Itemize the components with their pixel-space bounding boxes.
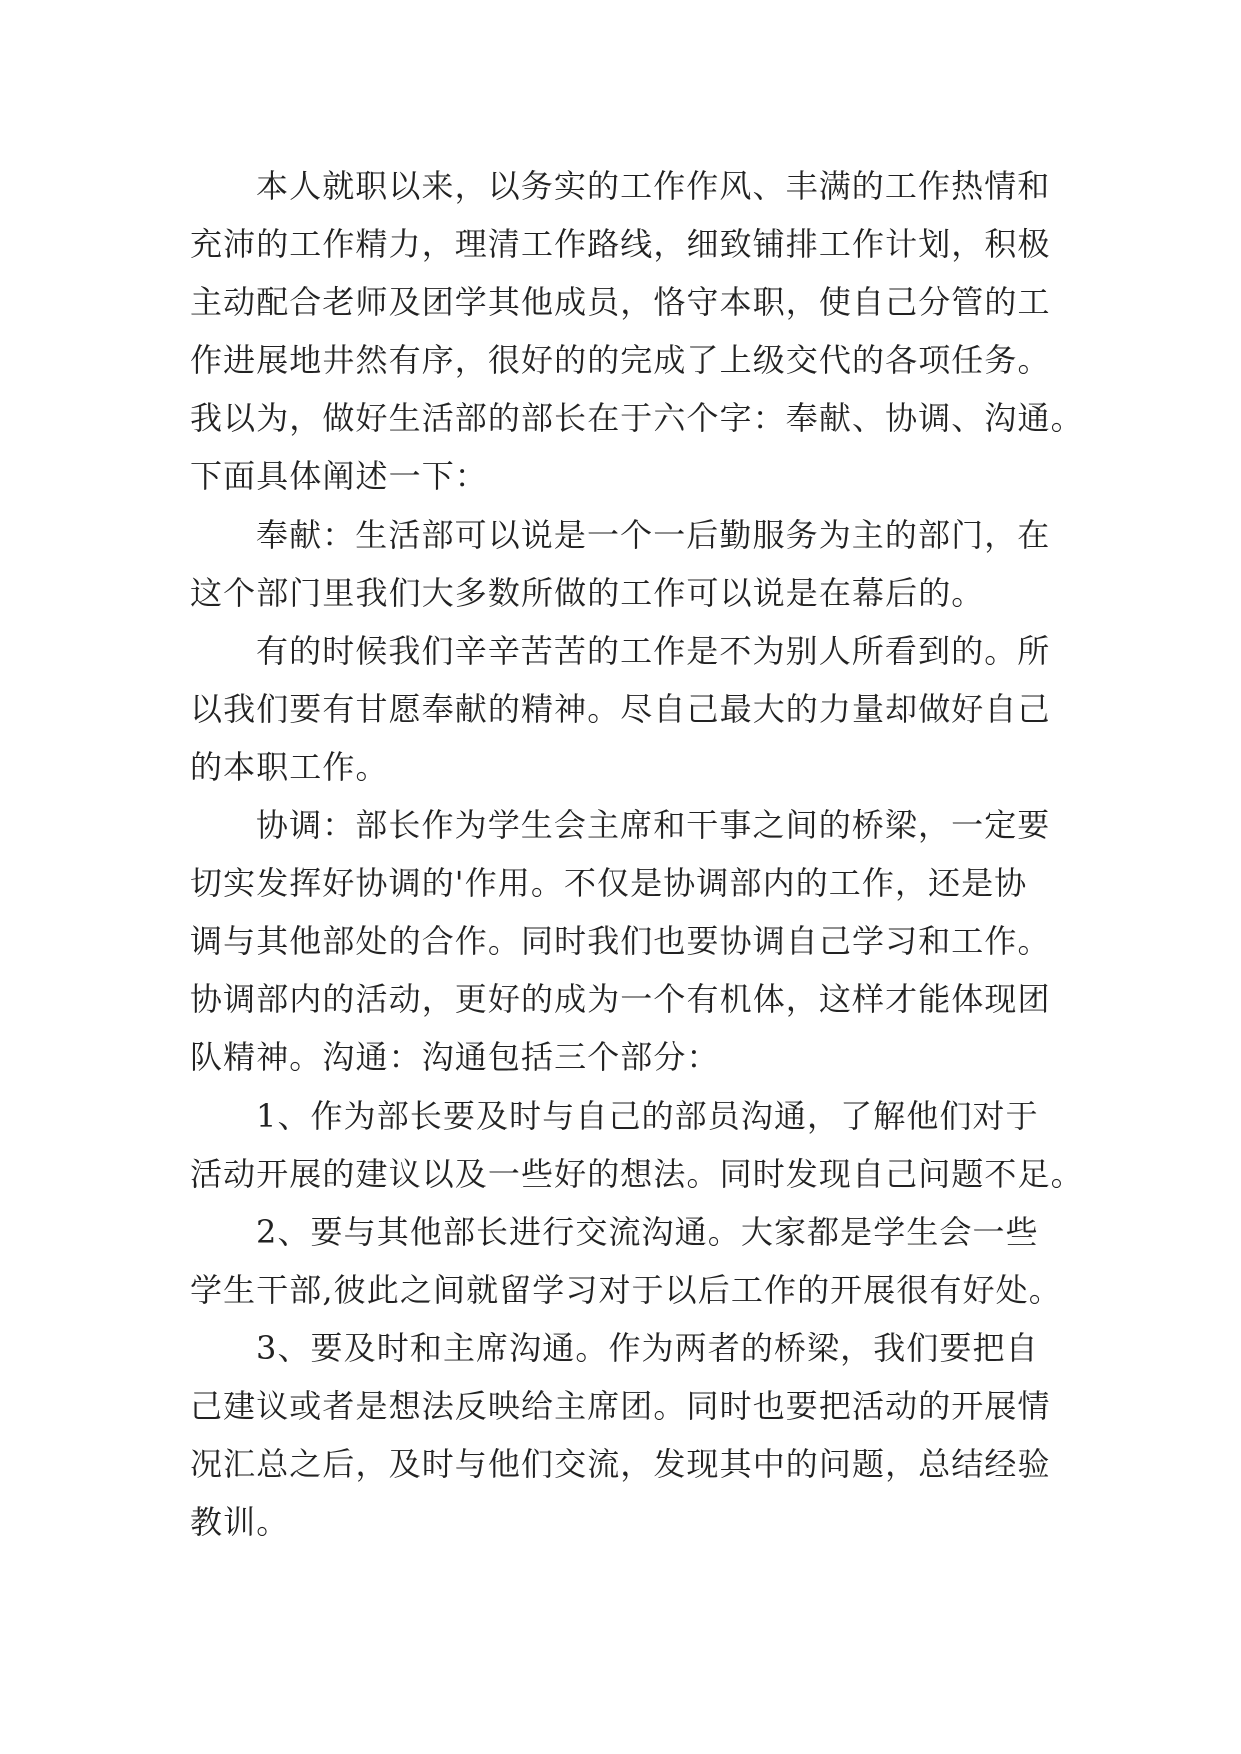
paragraph-point-2 xyxy=(190,1203,1090,1319)
text-line: 我以为，做好生活部的部长在于六个字：奉献、协调、沟通。 xyxy=(190,399,1084,438)
text-line: 的本职工作。 xyxy=(190,747,389,786)
text-line: 己建议或者是想法反映给主席团。同时也要把活动的开展情 xyxy=(190,1386,1051,1425)
text-line: 本人就职以来，以务实的工作作风、丰满的工作热情和 xyxy=(256,167,1051,205)
text-line: 主动配合老师及团学其他成员，恪守本职，使自己分管的工 xyxy=(190,283,1051,322)
text-line: 1、作为部长要及时与自己的部员沟通，了解他们对于 xyxy=(256,1096,1039,1135)
text-line: 况汇总之后，及时与他们交流，发现其中的问题，总结经验 xyxy=(190,1445,1051,1484)
text-line: 这个部门里我们大多数所做的工作可以说是在幕后的。 xyxy=(190,573,985,612)
text-line: 奉献：生活部可以说是一个一后勤服务为主的部门，在 xyxy=(256,515,1051,554)
text-line: 3、要及时和主席沟通。作为两者的桥梁，我们要把自 xyxy=(256,1328,1039,1367)
text-line: 学生干部,彼此之间就留学习对于以后工作的开展很有好处。 xyxy=(190,1270,1062,1309)
text-line: 切实发挥好协调的'作用。不仅是协调部内的工作，还是协 xyxy=(190,864,1028,903)
paragraph-dedication xyxy=(190,506,1090,622)
document-body xyxy=(190,157,1090,1551)
text-line: 充沛的工作精力，理清工作路线，细致铺排工作计划，积极 xyxy=(190,225,1051,264)
text-line: 2、要与其他部长进行交流沟通。大家都是学生会一些 xyxy=(256,1212,1039,1251)
text-line: 作进展地井然有序，很好的的完成了上级交代的各项任务。 xyxy=(190,341,1051,380)
paragraph-point-1 xyxy=(190,1087,1090,1203)
paragraph-intro xyxy=(190,157,1090,506)
text-line: 队精神。沟通：沟通包括三个部分： xyxy=(190,1038,720,1077)
text-line: 调与其他部处的合作。同时我们也要协调自己学习和工作。 xyxy=(190,922,1051,961)
text-line: 协调部内的活动，更好的成为一个有机体，这样才能体现团 xyxy=(190,980,1051,1019)
paragraph-coordination xyxy=(190,796,1090,1086)
text-line: 活动开展的建议以及一些好的想法。同时发现自己问题不足。 xyxy=(190,1154,1084,1193)
text-line: 下面具体阐述一下： xyxy=(190,457,488,496)
text-line: 教训。 xyxy=(190,1503,290,1542)
paragraph-dedication-spirit xyxy=(190,622,1090,796)
text-line: 有的时候我们辛辛苦苦的工作是不为别人所看到的。所 xyxy=(256,631,1051,670)
text-line: 协调：部长作为学生会主席和干事之间的桥梁，一定要 xyxy=(256,806,1051,845)
paragraph-point-3 xyxy=(190,1319,1090,1551)
text-line: 以我们要有甘愿奉献的精神。尽自己最大的力量却做好自己 xyxy=(190,689,1051,728)
